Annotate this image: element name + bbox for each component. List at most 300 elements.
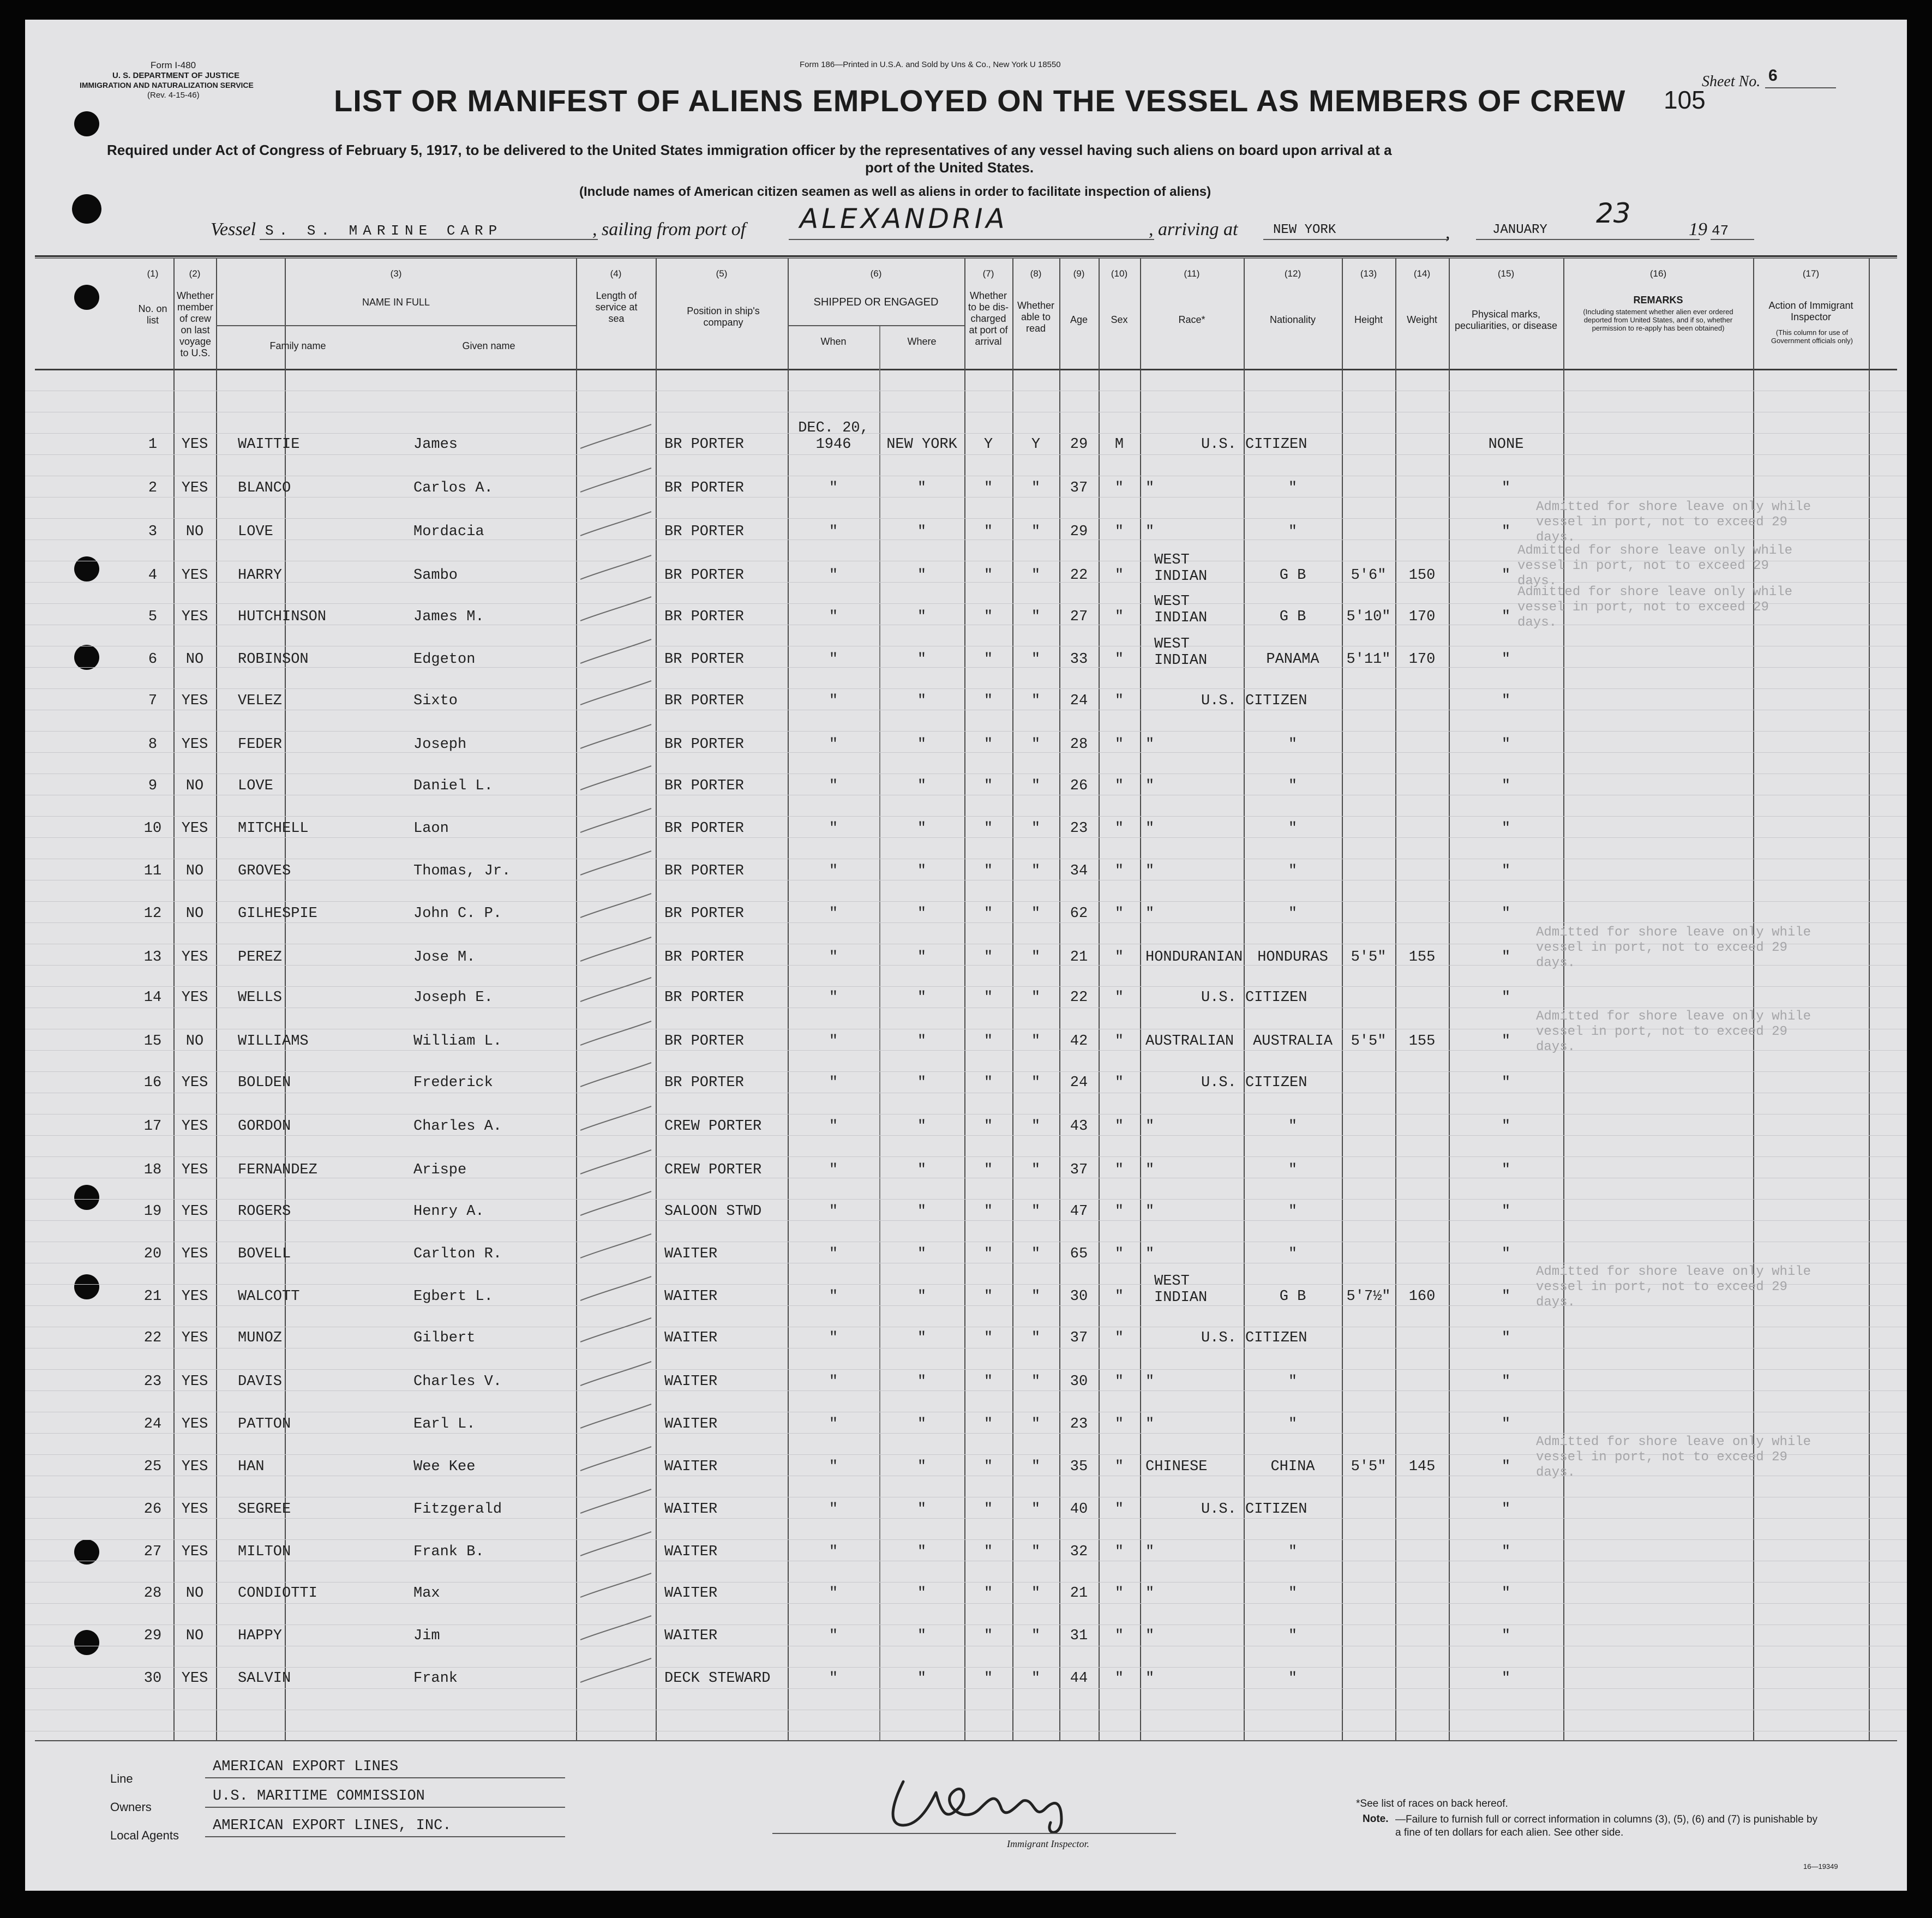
cell-family: MUNOZ bbox=[238, 1330, 283, 1346]
cell-no: 26 bbox=[143, 1501, 162, 1518]
cell-read: " bbox=[1031, 906, 1041, 922]
cell-when2: 1946 bbox=[815, 436, 851, 453]
cell-pos: WAITER bbox=[664, 1246, 718, 1262]
cell-no: 6 bbox=[148, 651, 158, 668]
cell-us-citizen: U.S. CITIZEN bbox=[1201, 990, 1307, 1006]
cell-sex: M bbox=[1114, 436, 1124, 453]
cell-where: " bbox=[917, 567, 927, 584]
cell-family: MILTON bbox=[238, 1544, 291, 1560]
cell-when1: " bbox=[829, 906, 838, 922]
cell-when1: " bbox=[829, 949, 838, 966]
cell-no: 3 bbox=[148, 524, 158, 540]
sheet-number: 6 bbox=[1768, 67, 1778, 85]
cell-disch: " bbox=[983, 736, 993, 753]
service-check-mark bbox=[578, 594, 655, 626]
cell-disch: " bbox=[983, 1246, 993, 1262]
cell-pos: BR PORTER bbox=[664, 820, 744, 837]
cell-given: Joseph E. bbox=[413, 990, 493, 1006]
service-check-mark bbox=[578, 1358, 655, 1391]
col-header-weight: Weight bbox=[1407, 314, 1437, 325]
cell-given: Jim bbox=[413, 1628, 440, 1644]
cell-given: Joseph bbox=[413, 736, 467, 753]
cell-phys: " bbox=[1501, 1416, 1511, 1432]
cell-phys: " bbox=[1501, 524, 1511, 540]
cell-where: " bbox=[917, 651, 927, 668]
col-num-6: (6) bbox=[870, 268, 882, 279]
cell-nat: " bbox=[1288, 1118, 1298, 1135]
cell-when1: " bbox=[829, 609, 838, 625]
cell-family: HARRY bbox=[238, 567, 283, 584]
cell-age: 22 bbox=[1070, 990, 1088, 1006]
cell-remark: Admitted for shore leave only while vessel in port, not to exceed 29 days. bbox=[1536, 1435, 1811, 1480]
cell-crew: NO bbox=[185, 524, 204, 540]
cell-pos: BR PORTER bbox=[664, 949, 744, 966]
cell-crew: YES bbox=[181, 1459, 208, 1475]
cell-race: HONDURANIAN bbox=[1145, 949, 1243, 966]
cell-age: 34 bbox=[1070, 863, 1088, 879]
cell-sex: " bbox=[1114, 820, 1124, 837]
cell-disch: " bbox=[983, 820, 993, 837]
cell-age: 44 bbox=[1070, 1670, 1088, 1687]
service-check-mark bbox=[578, 1231, 655, 1263]
cell-where: " bbox=[917, 820, 927, 837]
cell-nat: " bbox=[1288, 1162, 1298, 1178]
cell-when1: " bbox=[829, 693, 838, 709]
cell-when1: " bbox=[829, 1075, 838, 1091]
cell-height: 5'7½" bbox=[1346, 1288, 1391, 1305]
cell-disch: Y bbox=[983, 436, 993, 453]
cell-read: " bbox=[1031, 524, 1041, 540]
cell-sex: " bbox=[1114, 949, 1124, 966]
cell-family: ROGERS bbox=[238, 1203, 291, 1220]
cell-sex: " bbox=[1114, 1459, 1124, 1475]
cell-phys: " bbox=[1501, 1374, 1511, 1390]
cell-disch: " bbox=[983, 609, 993, 625]
cell-race: " bbox=[1145, 1544, 1155, 1560]
cell-us-citizen: U.S. CITIZEN bbox=[1201, 436, 1307, 453]
cell-nat: PANAMA bbox=[1266, 651, 1319, 668]
cell-crew: YES bbox=[181, 949, 208, 966]
year-prefix: 19 bbox=[1689, 219, 1707, 239]
cell-no: 30 bbox=[143, 1670, 162, 1687]
cell-no: 29 bbox=[143, 1628, 162, 1644]
cell-no: 10 bbox=[143, 820, 162, 837]
cell-age: 24 bbox=[1070, 1075, 1088, 1091]
cell-race: " bbox=[1145, 1203, 1155, 1220]
cell-sex: " bbox=[1114, 1203, 1124, 1220]
cell-pos: WAITER bbox=[664, 1374, 718, 1390]
cell-sex: " bbox=[1114, 1075, 1124, 1091]
col-header-family-name: Family name bbox=[269, 340, 326, 351]
crew-table-body bbox=[25, 20, 1907, 1891]
cell-age: 47 bbox=[1070, 1203, 1088, 1220]
cell-pos: WAITER bbox=[664, 1288, 718, 1305]
cell-nat: " bbox=[1288, 778, 1298, 794]
col-num-1: (1) bbox=[147, 268, 159, 279]
cell-nat: " bbox=[1288, 480, 1298, 496]
cell-pos: WAITER bbox=[664, 1330, 718, 1346]
cell-pos: BR PORTER bbox=[664, 480, 744, 496]
cell-nat: " bbox=[1288, 863, 1298, 879]
cell-family: HAN bbox=[238, 1459, 265, 1475]
cell-disch: " bbox=[983, 1162, 993, 1178]
cell-race1: WEST bbox=[1154, 552, 1190, 568]
cell-phys: " bbox=[1501, 1330, 1511, 1346]
cell-given: John C. P. bbox=[413, 906, 502, 922]
departure-port: ALEXANDRIA bbox=[800, 203, 1008, 235]
cell-sex: " bbox=[1114, 1033, 1124, 1050]
cell-us-citizen: U.S. CITIZEN bbox=[1201, 1501, 1307, 1518]
cell-race2: INDIAN bbox=[1154, 1290, 1208, 1306]
cell-no: 1 bbox=[148, 436, 158, 453]
cell-where: " bbox=[917, 906, 927, 922]
cell-no: 11 bbox=[143, 863, 162, 879]
cell-where: " bbox=[917, 1162, 927, 1178]
cell-race1: WEST bbox=[1154, 1273, 1190, 1290]
cell-phys: " bbox=[1501, 1544, 1511, 1560]
cell-disch: " bbox=[983, 1118, 993, 1135]
cell-disch: " bbox=[983, 567, 993, 584]
col-header-shipped: SHIPPED OR ENGAGED bbox=[813, 296, 939, 308]
col-header-discharged: Whether to be dis- charged at port of arrival bbox=[968, 290, 1009, 347]
cell-no: 2 bbox=[148, 480, 158, 496]
cell-race1: WEST bbox=[1154, 636, 1190, 652]
col-header-crew: Whether member of crew on last voyage to U.S. bbox=[176, 290, 214, 358]
cell-read: " bbox=[1031, 1544, 1041, 1560]
cell-crew: YES bbox=[181, 820, 208, 837]
cell-family: HUTCHINSON bbox=[238, 609, 327, 625]
cell-given: Laon bbox=[413, 820, 449, 837]
cell-race: " bbox=[1145, 906, 1155, 922]
cell-read: " bbox=[1031, 778, 1041, 794]
cell-nat: " bbox=[1288, 820, 1298, 837]
agents-value: AMERICAN EXPORT LINES, INC. bbox=[213, 1818, 452, 1834]
col-header-service: Length of service at sea bbox=[595, 290, 638, 324]
cell-age: 37 bbox=[1070, 1330, 1088, 1346]
cell-read: " bbox=[1031, 949, 1041, 966]
cell-family: ROBINSON bbox=[238, 651, 309, 668]
cell-sex: " bbox=[1114, 567, 1124, 584]
cell-height: 5'6" bbox=[1351, 567, 1387, 584]
col-num-12: (12) bbox=[1284, 268, 1301, 279]
cell-family: LOVE bbox=[238, 778, 273, 794]
service-check-mark bbox=[578, 465, 655, 498]
service-check-mark bbox=[578, 1443, 655, 1476]
cell-crew: NO bbox=[185, 778, 204, 794]
cell-no: 18 bbox=[143, 1162, 162, 1178]
cell-age: 29 bbox=[1070, 436, 1088, 453]
cell-crew: YES bbox=[181, 1416, 208, 1432]
cell-when1: " bbox=[829, 820, 838, 837]
col-header-height: Height bbox=[1354, 314, 1383, 325]
service-check-mark bbox=[578, 1401, 655, 1434]
cell-no: 22 bbox=[143, 1330, 162, 1346]
cell-sex: " bbox=[1114, 524, 1124, 540]
service: IMMIGRATION AND NATURALIZATION SERVICE bbox=[80, 81, 254, 89]
cell-family: WALCOTT bbox=[238, 1288, 300, 1305]
cell-remark: Admitted for shore leave only while vessel in port, not to exceed 29 days. bbox=[1536, 1009, 1811, 1054]
cell-where: " bbox=[917, 736, 927, 753]
cell-where: " bbox=[917, 1501, 927, 1518]
cell-where: " bbox=[917, 990, 927, 1006]
cell-when1: " bbox=[829, 1033, 838, 1050]
cell-crew: NO bbox=[185, 1628, 204, 1644]
cell-race: " bbox=[1145, 1670, 1155, 1687]
cell-age: 65 bbox=[1070, 1246, 1088, 1262]
cell-crew: YES bbox=[181, 1544, 208, 1560]
cell-us-citizen: U.S. CITIZEN bbox=[1201, 693, 1307, 709]
col-num-3: (3) bbox=[390, 268, 402, 279]
cell-crew: NO bbox=[185, 1033, 204, 1050]
cell-sex: " bbox=[1114, 1330, 1124, 1346]
service-check-mark bbox=[578, 421, 655, 454]
cell-given: Mordacia bbox=[413, 524, 484, 540]
cell-when1: " bbox=[829, 1544, 838, 1560]
cell-disch: " bbox=[983, 906, 993, 922]
page-title: LIST OR MANIFEST OF ALIENS EMPLOYED ON THE VESSEL AS MEMBERS OF CREW bbox=[334, 83, 1626, 118]
cell-height: 5'11" bbox=[1346, 651, 1391, 668]
cell-race: " bbox=[1145, 480, 1155, 496]
cell-no: 15 bbox=[143, 1033, 162, 1050]
cell-family: HAPPY bbox=[238, 1628, 283, 1644]
cell-where: " bbox=[917, 524, 927, 540]
cell-given: Sambo bbox=[413, 567, 458, 584]
cell-age: 42 bbox=[1070, 1033, 1088, 1050]
service-check-mark bbox=[578, 721, 655, 754]
cell-family: FERNANDEZ bbox=[238, 1162, 317, 1178]
col-header-nationality: Nationality bbox=[1269, 314, 1316, 325]
cell-sex: " bbox=[1114, 693, 1124, 709]
cell-race: " bbox=[1145, 1374, 1155, 1390]
cell-sex: " bbox=[1114, 1628, 1124, 1644]
cell-crew: YES bbox=[181, 609, 208, 625]
cell-where: " bbox=[917, 1203, 927, 1220]
cell-sex: " bbox=[1114, 1501, 1124, 1518]
cell-age: 30 bbox=[1070, 1288, 1088, 1305]
cell-race: " bbox=[1145, 1628, 1155, 1644]
cell-sex: " bbox=[1114, 1416, 1124, 1432]
cell-phys: " bbox=[1501, 1118, 1511, 1135]
cell-when1: " bbox=[829, 1374, 838, 1390]
cell-when1: " bbox=[829, 1203, 838, 1220]
service-check-mark bbox=[578, 1655, 655, 1688]
cell-when1: " bbox=[829, 1501, 838, 1518]
cell-family: FEDER bbox=[238, 736, 283, 753]
cell-disch: " bbox=[983, 1330, 993, 1346]
cell-where: " bbox=[917, 863, 927, 879]
cell-weight: 155 bbox=[1408, 949, 1436, 966]
cell-when1: " bbox=[829, 990, 838, 1006]
cell-height: 5'5" bbox=[1351, 949, 1387, 966]
cell-nat: AUSTRALIA bbox=[1253, 1033, 1333, 1050]
cell-age: 62 bbox=[1070, 906, 1088, 922]
cell-when1: " bbox=[829, 480, 838, 496]
cell-pos: BR PORTER bbox=[664, 524, 744, 540]
cell-phys: " bbox=[1501, 1033, 1511, 1050]
cell-given: Frederick bbox=[413, 1075, 493, 1091]
cell-sex: " bbox=[1114, 1118, 1124, 1135]
cell-given: Frank bbox=[413, 1670, 458, 1687]
col-num-10: (10) bbox=[1111, 268, 1128, 279]
cell-disch: " bbox=[983, 1416, 993, 1432]
cell-race: " bbox=[1145, 524, 1155, 540]
cell-age: 32 bbox=[1070, 1544, 1088, 1560]
cell-sex: " bbox=[1114, 480, 1124, 496]
cell-read: " bbox=[1031, 863, 1041, 879]
cell-read: " bbox=[1031, 1075, 1041, 1091]
cell-age: 40 bbox=[1070, 1501, 1088, 1518]
cell-no: 8 bbox=[148, 736, 158, 753]
cell-age: 30 bbox=[1070, 1374, 1088, 1390]
cell-crew: YES bbox=[181, 1501, 208, 1518]
cell-where: " bbox=[917, 1033, 927, 1050]
cell-disch: " bbox=[983, 480, 993, 496]
cell-read: " bbox=[1031, 1203, 1041, 1220]
cell-phys: " bbox=[1501, 1288, 1511, 1305]
cell-family: BOVELL bbox=[238, 1246, 291, 1262]
cell-crew: YES bbox=[181, 1075, 208, 1091]
manifest-sheet: Form I-480 U. S. DEPARTMENT OF JUSTICE IMMIGRATION AND NATURALIZATION SERVICE (Rev. 4-15-46) Form 186—Printed in U.S.A. and Sold by Uns & Co., New York U 18550 105 Sheet No. 6 LIST OR MANIFEST OF ALIENS EMPLOYED ON THE VESSEL AS MEMBERS OF CREW Required under Act of Congress of February 5, 1917, to be delivered to the United States immigration officer by the representatives of any vessel having such aliens on board upon arrival at a port of the United States. (Include names of American citizen seamen as well as aliens in order to facilitate inspection of aliens) Vessel S. S. MARINE CARP , sailing from port of ALEXANDRIA , arriving at NEW YORK , JANUARY 23 19 47 (1) No. on list (2) Whether member of crew on last voyage to U.S. (3) NAME IN FULL Family name Given name (4) Length of service at sea (5) Position in ship's company (6) SHIPPED OR ENGAGED When Where (7) Whether to be dis- charged at port of arrival (8) Whether able to read (9) Age (10) Sex (11) Race* (12) Nationality (13) Height (14) Weight (15) Physical marks, peculiarities, or disease (16) REMARKS (Including statement whether alien ever ordered deported from United States, and if so, whether permission to re-apply has been obtained) (17) Action of Immigrant Inspector (This column for use of Government officials only) 1 YES WAITTIE James BR PORTER NEW YORK Y Y 29 M NONE DEC. 20, 1946 U.S. CITIZEN 2 YES BLANCO Carlos A. BR PORTER " " " 37 " " " " " 3 NO LOVE Mordacia BR PORTER " " " 29 " " " " " Admitted for shore leave only while vessel in port, not to exceed 29 days. 4 YES HARRY Sambo BR PORTER " " " 22 " G B 5'6" 150 " " WEST INDIAN Admitted for shore leave only while vessel in port, not to exceed 29 days. 5 YES HUTCHINSON James M. BR PORTER " " " 27 " G B 5'10" 170 " " WEST INDIAN Admitted for shore leave only while vessel in port, not to exceed 29 days. 6 NO ROBINSON Edgeton BR PORTER " " " 33 " PANAMA 5'11" 170 " " WEST INDIAN 7 YES VELEZ Sixto BR PORTER " " " 24 " " " U.S. CITIZEN 8 YES FEDER Joseph BR PORTER " " " 28 " " " " " 9 NO LOVE Daniel L. BR PORTER " " " 26 " " " " " 10 YES MITCHELL Laon BR PORTER " " " 23 " " " " " 11 NO GROVES Thomas, Jr. BR PORTER " " " 34 " " " " " 12 NO GILHESPIE John C. P. BR PORTER " " " 62 " " " " " 13 YES PEREZ Jose M. BR PORTER " " " 21 " HONDURANIAN HONDURAS 5'5" 155 " " Admitted for shore leave only while vessel in port, not to exceed 29 days. 14 YES WELLS Joseph E. BR PORTER " " " 22 " " " U.S. CITIZEN 15 NO WILLIAMS William L. BR PORTER " " " 42 " AUSTRALIAN AUSTRALIA 5'5" 155 " " Admitted for shore leave only while vessel in port, not to exceed 29 days. 16 YES BOLDEN Frederick BR PORTER " " " 24 " " " U.S. CITIZEN 17 YES GORDON Charles A. CREW PORTER " " " 43 " " " " " 18 YES FERNANDEZ Arispe CREW PORTER " " " 37 " " " " " 19 YES ROGERS Henry A. SALOON STWD " " " 47 " " " " " 20 YES BOVELL Carlton R. WAITER " " " 65 " " " " " 21 YES WALCOTT Egbert L. WAITER " " " 30 " G B 5'7½" 160 " " WEST INDIAN Admitted for shore leave only while vessel in port, not to exceed 29 days. 22 YES MUNOZ Gilbert WAITER " " " 37 " " " U.S. CITIZEN 23 YES DAVIS Charles V. WAITER " " " 30 " " " " " 24 YES PATTON Earl L. WAITER " " " 23 " " " " " 25 YES HAN Wee Kee WAITER " " " 35 " CHINESE CHINA 5'5" 145 " " Admitted for shore leave only while vessel in port, not to exceed 29 days. 26 YES SEGREE Fitzgerald WAITER " " " 40 " " " U.S. CITIZEN 27 YES MILTON Frank B. WAITER " " " 32 " " " " " 28 NO CONDIOTTI Max WAITER " " " 21 " " " " " 29 NO HAPPY Jim WAITER " " " 31 " " " " " 30 YES SALVIN Frank DECK STEWARD " " " 44 " " " " " Line AMERICAN EXPORT LINES Owners U.S. MARITIME COMMISSION Local Agents AMERICAN EXPORT LINES, INC. Immigrant Inspector. *See list of races on back hereof. Note. —Failure to furnish full or correct information in columns (3), (5), (6) and (7) is punishable by a fine of ten dollars for each alien. See other side. 16—19349 bbox=[25, 20, 1907, 1891]
service-check-mark bbox=[578, 1570, 655, 1603]
col-num-15: (15) bbox=[1497, 268, 1515, 279]
cell-read: " bbox=[1031, 693, 1041, 709]
cell-when1: " bbox=[829, 736, 838, 753]
cell-given: Egbert L. bbox=[413, 1288, 493, 1305]
cell-no: 21 bbox=[143, 1288, 162, 1305]
cell-read: " bbox=[1031, 736, 1041, 753]
cell-read: " bbox=[1031, 1246, 1041, 1262]
cell-nat: " bbox=[1288, 1628, 1298, 1644]
cell-given: Jose M. bbox=[413, 949, 476, 966]
cell-weight: 170 bbox=[1408, 651, 1436, 668]
cell-where: " bbox=[917, 1075, 927, 1091]
cell-read: Y bbox=[1031, 436, 1041, 453]
cell-crew: NO bbox=[185, 863, 204, 879]
col-header-remarks-note: (Including statement whether alien ever ordered deported from United States, and if so, whether permission to re-apply has been obtained) bbox=[1583, 308, 1733, 332]
cell-no: 5 bbox=[148, 609, 158, 625]
cell-remark: Admitted for shore leave only while vessel in port, not to exceed 29 days. bbox=[1517, 585, 1793, 630]
cell-race2: INDIAN bbox=[1154, 652, 1208, 669]
cell-sex: " bbox=[1114, 1585, 1124, 1602]
cell-where: " bbox=[917, 1628, 927, 1644]
races-note: *See list of races on back hereof. bbox=[1356, 1798, 1508, 1809]
arrival-month: JANUARY bbox=[1492, 223, 1547, 237]
service-check-mark bbox=[578, 636, 655, 669]
cell-read: " bbox=[1031, 1416, 1041, 1432]
cell-family: BOLDEN bbox=[238, 1075, 291, 1091]
service-check-mark bbox=[578, 1529, 655, 1561]
cell-given: William L. bbox=[413, 1033, 502, 1050]
service-check-mark bbox=[578, 848, 655, 880]
cell-where: " bbox=[917, 949, 927, 966]
cell-age: 24 bbox=[1070, 693, 1088, 709]
cell-where: " bbox=[917, 1416, 927, 1432]
cell-crew: YES bbox=[181, 1670, 208, 1687]
cell-phys: " bbox=[1501, 1203, 1511, 1220]
cell-age: 27 bbox=[1070, 609, 1088, 625]
cell-family: VELEZ bbox=[238, 693, 283, 709]
cell-sex: " bbox=[1114, 1162, 1124, 1178]
service-check-mark bbox=[578, 763, 655, 795]
cell-disch: " bbox=[983, 651, 993, 668]
vessel-name: S. S. MARINE CARP bbox=[265, 223, 503, 239]
cell-given: Arispe bbox=[413, 1162, 467, 1178]
cell-age: 22 bbox=[1070, 567, 1088, 584]
cell-no: 13 bbox=[143, 949, 162, 966]
cell-crew: YES bbox=[181, 1162, 208, 1178]
col-header-sex: Sex bbox=[1111, 314, 1128, 325]
cell-crew: YES bbox=[181, 1374, 208, 1390]
cell-when1: " bbox=[829, 778, 838, 794]
form-code: 16—19349 bbox=[1803, 1862, 1838, 1871]
cell-crew: YES bbox=[181, 1203, 208, 1220]
cell-disch: " bbox=[983, 1033, 993, 1050]
cell-where: " bbox=[917, 1288, 927, 1305]
cell-age: 31 bbox=[1070, 1628, 1088, 1644]
cell-race1: WEST bbox=[1154, 594, 1190, 610]
service-check-mark bbox=[578, 1613, 655, 1645]
cell-age: 23 bbox=[1070, 820, 1088, 837]
cell-sex: " bbox=[1114, 609, 1124, 625]
cell-given: Sixto bbox=[413, 693, 458, 709]
col-num-9: (9) bbox=[1073, 268, 1085, 279]
cell-nat: G B bbox=[1279, 567, 1306, 584]
cell-when1: " bbox=[829, 1585, 838, 1602]
cell-read: " bbox=[1031, 1374, 1041, 1390]
cell-race: " bbox=[1145, 1416, 1155, 1432]
cell-pos: BR PORTER bbox=[664, 1075, 744, 1091]
col-header-remarks: REMARKS bbox=[1633, 295, 1683, 305]
cell-disch: " bbox=[983, 949, 993, 966]
department: U. S. DEPARTMENT OF JUSTICE bbox=[112, 71, 240, 80]
cell-race: AUSTRALIAN bbox=[1145, 1033, 1234, 1050]
cell-height: 5'10" bbox=[1346, 609, 1391, 625]
cell-weight: 155 bbox=[1408, 1033, 1436, 1050]
cell-disch: " bbox=[983, 1374, 993, 1390]
cell-pos: BR PORTER bbox=[664, 778, 744, 794]
cell-age: 37 bbox=[1070, 480, 1088, 496]
cell-pos: WAITER bbox=[664, 1628, 718, 1644]
col-num-17: (17) bbox=[1802, 268, 1820, 279]
revision: (Rev. 4-15-46) bbox=[147, 91, 200, 100]
cell-race: " bbox=[1145, 863, 1155, 879]
cell-disch: " bbox=[983, 863, 993, 879]
vessel-label: Vessel bbox=[211, 219, 256, 239]
cell-read: " bbox=[1031, 1118, 1041, 1135]
cell-where: " bbox=[917, 1374, 927, 1390]
cell-crew: NO bbox=[185, 651, 204, 668]
cell-sex: " bbox=[1114, 736, 1124, 753]
cell-phys: " bbox=[1501, 778, 1511, 794]
cell-nat: " bbox=[1288, 906, 1298, 922]
cell-nat: G B bbox=[1279, 1288, 1306, 1305]
cell-phys: " bbox=[1501, 609, 1511, 625]
cell-where: " bbox=[917, 1585, 927, 1602]
cell-read: " bbox=[1031, 820, 1041, 837]
cell-age: 23 bbox=[1070, 1416, 1088, 1432]
service-check-mark bbox=[578, 1486, 655, 1519]
service-check-mark bbox=[578, 1315, 655, 1347]
cell-phys: " bbox=[1501, 1670, 1511, 1687]
col-header-race: Race* bbox=[1178, 314, 1205, 325]
cell-crew: YES bbox=[181, 480, 208, 496]
cell-phys: " bbox=[1501, 820, 1511, 837]
cell-pos: SALOON STWD bbox=[664, 1203, 762, 1220]
cell-us-citizen: U.S. CITIZEN bbox=[1201, 1330, 1307, 1346]
cell-phys: " bbox=[1501, 990, 1511, 1006]
cell-weight: 145 bbox=[1408, 1459, 1436, 1475]
cell-family: WILLIAMS bbox=[238, 1033, 309, 1050]
